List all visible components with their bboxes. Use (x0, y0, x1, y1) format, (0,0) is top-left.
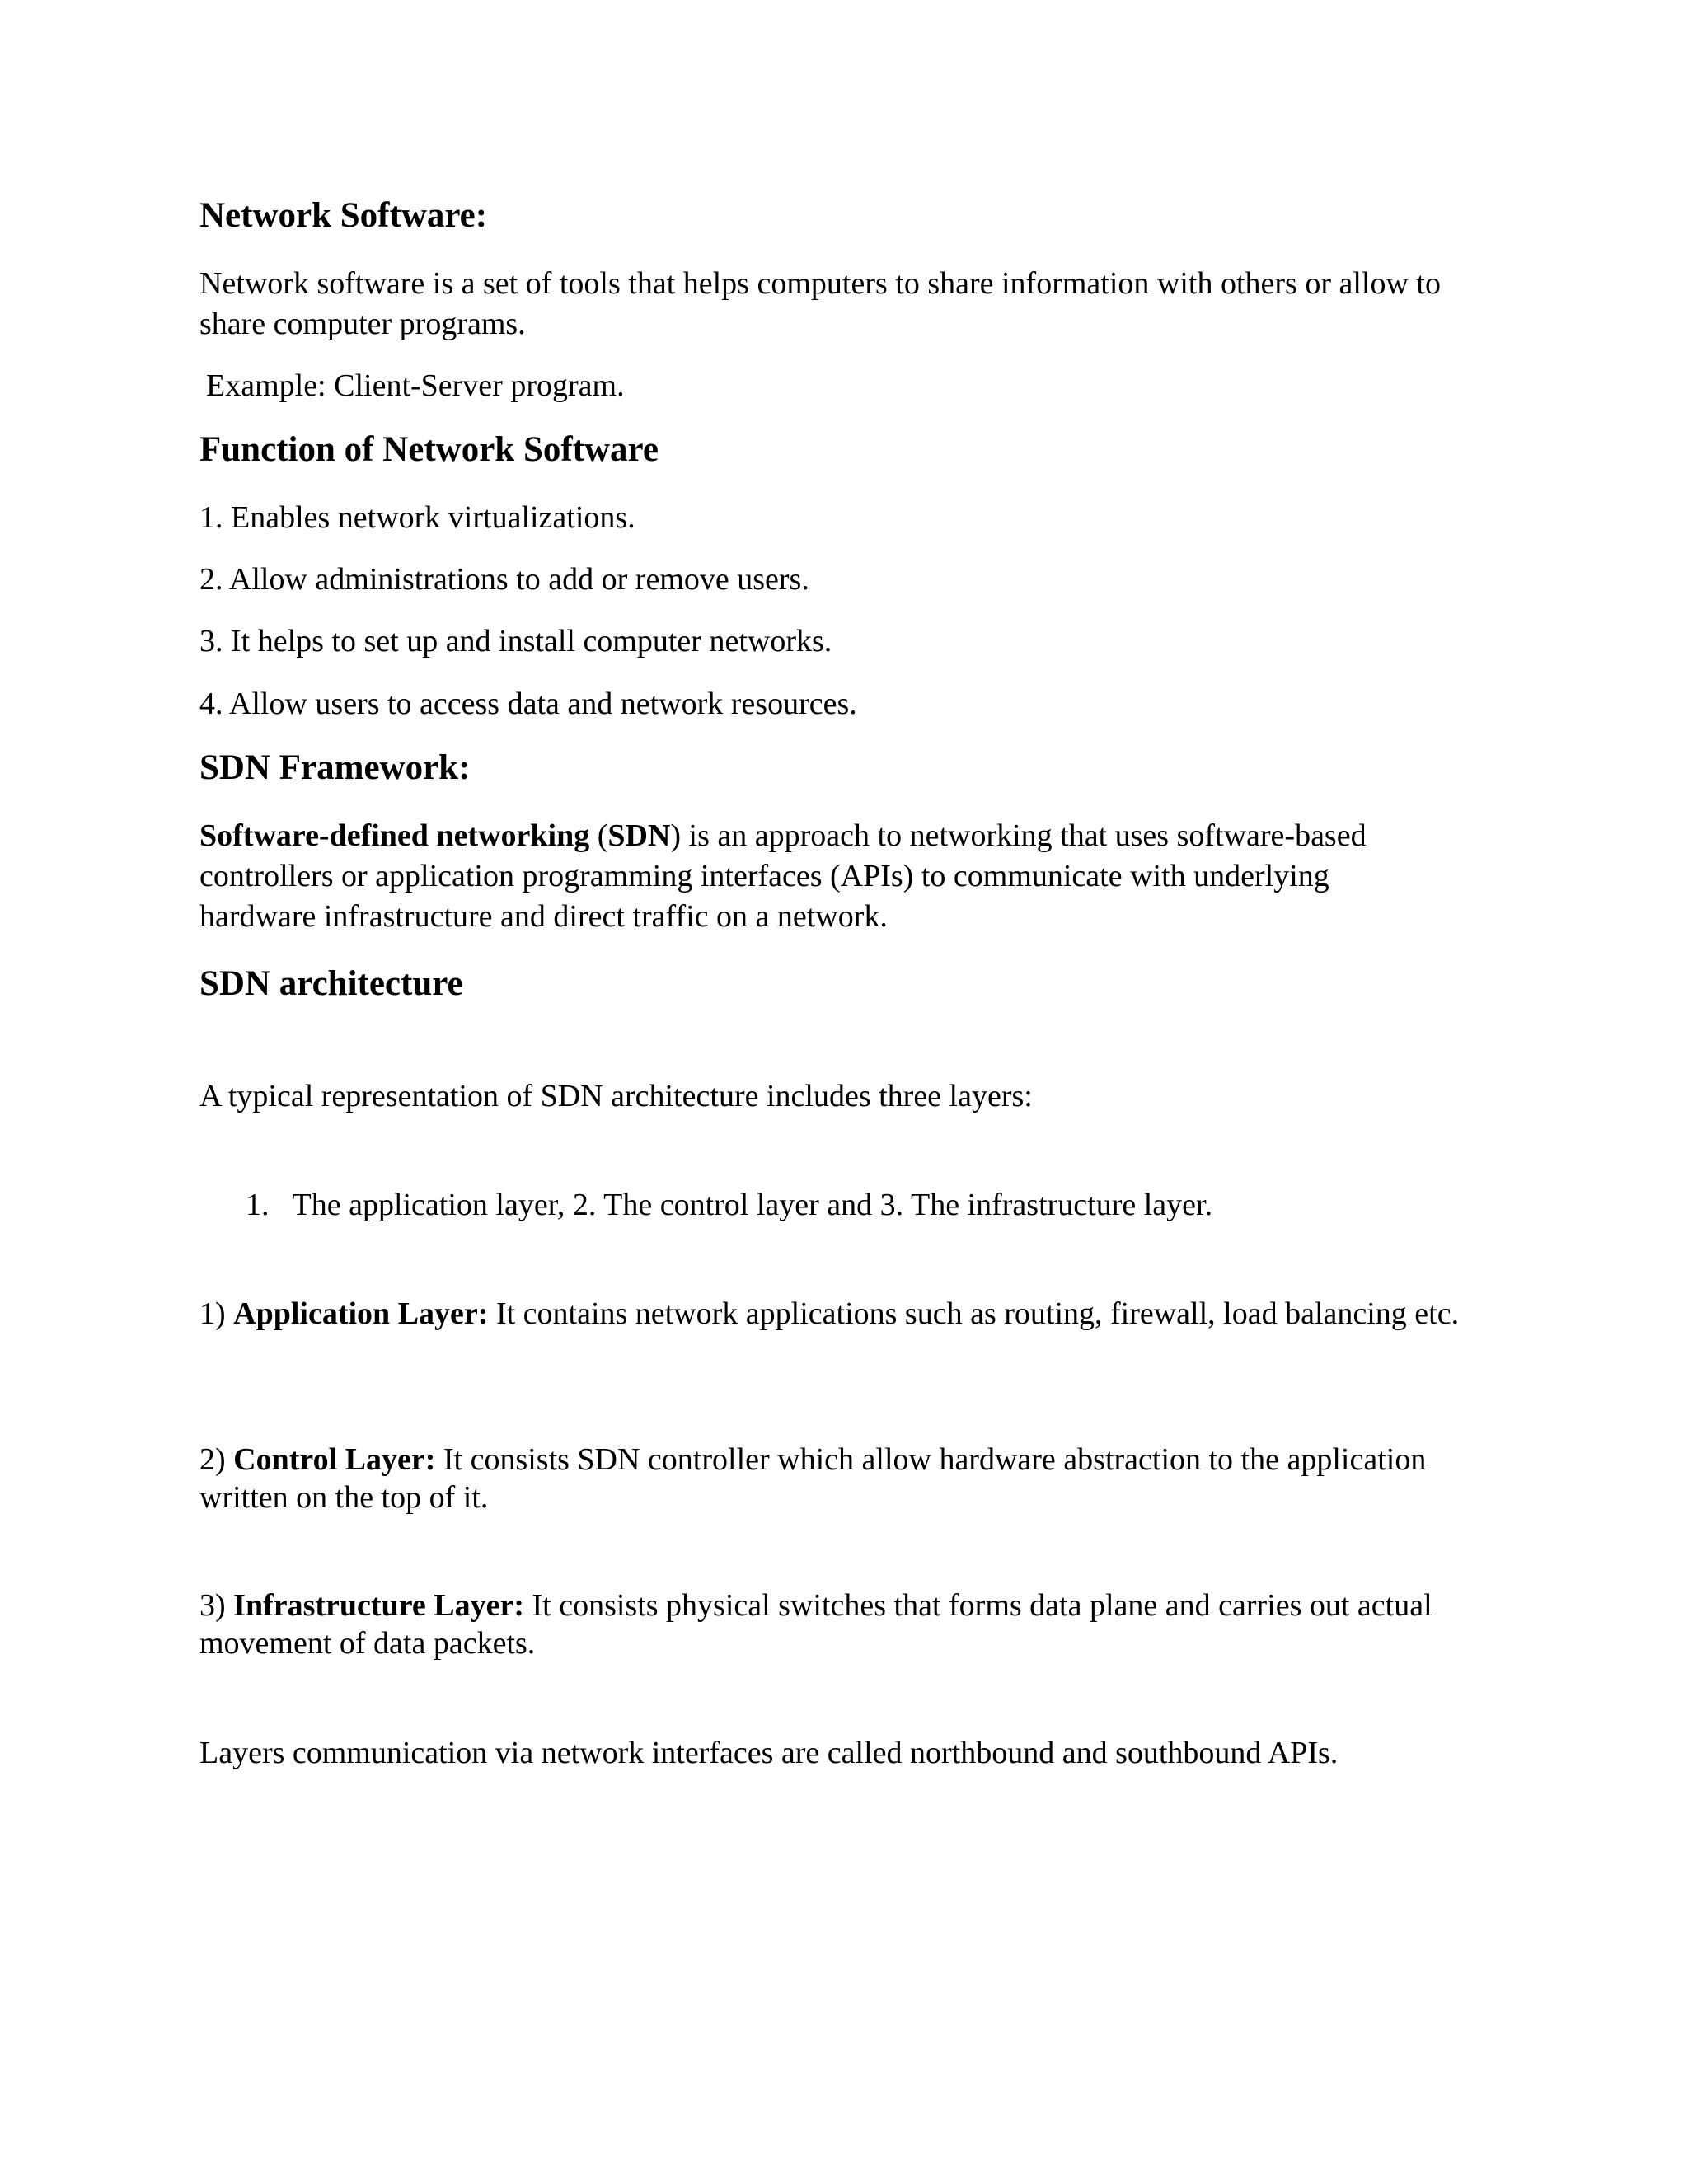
sdn-abbr: SDN (607, 818, 671, 853)
layer-text: It consists physical switches that forms data plane and carries out actual movement of data packets. (199, 1588, 1432, 1661)
layer-number: 2) (199, 1442, 234, 1477)
layer-number: 1) (199, 1296, 234, 1331)
heading-sdn-framework: SDN Framework: (199, 748, 471, 787)
function-item-4: 4. Allow users to access data and network resources. (199, 687, 857, 721)
layer-label: Control Layer: (233, 1442, 436, 1477)
layer-number: 3) (199, 1588, 234, 1623)
sdn-term: Software-defined networking (199, 818, 590, 853)
heading-function-network-software: Function of Network Software (199, 430, 659, 469)
layer-description-application (199, 1295, 1477, 1333)
layers-list-text: The application layer, 2. The control layer and 3. The infrastructure layer. (292, 1188, 1213, 1222)
layer-text: It contains network applications such as routing, firewall, load balancing etc. (488, 1296, 1460, 1331)
layers-list-number: 1. (246, 1188, 270, 1222)
layer-label: Infrastructure Layer: (233, 1588, 524, 1623)
function-item-2: 2. Allow administrations to add or remove users. (199, 562, 809, 597)
layer-description-infrastructure (199, 1586, 1485, 1662)
heading-network-software: Network Software: (199, 196, 488, 235)
heading-sdn-architecture: SDN architecture (199, 964, 463, 1003)
architecture-intro: A typical representation of SDN architecture includes three layers: (199, 1079, 1033, 1113)
example-line: Example: Client-Server program. (206, 368, 625, 403)
paragraph-network-software: Network software is a set of tools that helps computers to share information with others or allow to share computer programs. (199, 266, 1441, 341)
paragraph-sdn-definition (199, 816, 1452, 937)
function-item-1: 1. Enables network virtualizations. (199, 500, 635, 535)
layer-text: It consists SDN controller which allow hardware abstraction to the application written on the top of it. (199, 1442, 1427, 1515)
function-item-3: 3. It helps to set up and install computer networks. (199, 624, 832, 658)
sdn-definition-rest: ) is an approach to networking that uses software-based controllers or application programming interfaces (APIs) to communicate with underlying hardware infrastructure and direct traffic on a network. (199, 818, 1367, 934)
layers-list-item (246, 1185, 1531, 1226)
closing-paragraph: Layers communication via network interfaces are called northbound and southbound APIs. (199, 1736, 1339, 1770)
layer-label: Application Layer: (233, 1296, 489, 1331)
sdn-open-paren: ( (589, 818, 608, 853)
layer-description-control (199, 1441, 1485, 1516)
